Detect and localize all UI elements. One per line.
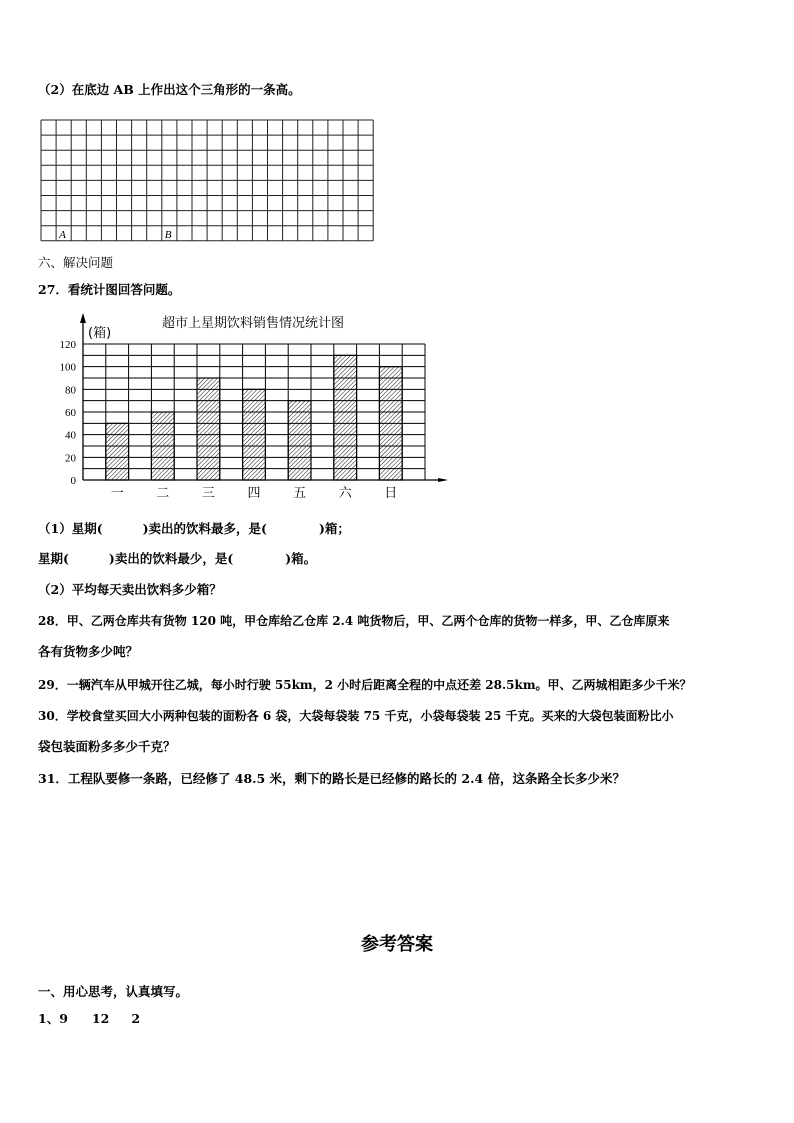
text: )箱。 [285,551,317,566]
question-27-2: （2）平均每天卖出饮料多少箱？ [38,582,222,597]
question-30-cont: 袋包装面粉多多少千克？ [38,739,176,754]
question-27: 27．看统计图回答问题。 [38,282,181,297]
answer-1 [38,1011,140,1027]
answer-value: 2 [131,1011,141,1026]
point-a-label: A [59,228,66,241]
bar [288,401,311,480]
point-b-label: B [164,228,172,241]
x-tick-label: 一 [110,486,124,501]
answer-value: 12 [91,1011,110,1026]
bar [197,378,220,480]
y-axis-arrow-icon [80,313,86,323]
question-2-sub: （2）在底边 AB 上作出这个三角形的一条高。 [38,82,301,97]
bar [334,355,357,480]
text: )卖出的饮料最少，是( [108,551,234,566]
y-tick-label: 80 [65,384,76,397]
y-tick-label: 20 [65,452,76,465]
section-heading: 六、解决问题 [38,255,114,270]
x-tick-label: 四 [247,486,261,501]
text: 星期( [38,551,69,566]
question-27-1b [38,551,316,567]
text: )卖出的饮料最多，是( [142,521,267,536]
chart-title: 超市上星期饮料销售情况统计图 [161,316,345,331]
y-tick-label: 40 [65,429,76,442]
answer-value: 1、9 [38,1011,68,1026]
question-28: 28．甲、乙两仓库共有货物 120 吨，甲仓库给乙仓库 2.4 吨货物后，甲、乙两个仓库的货物一样多，甲、乙仓库原来 [38,614,670,628]
bar [379,367,402,480]
x-tick-label: 三 [201,486,215,501]
question-28-cont: 各有货物多少吨？ [38,644,139,659]
x-tick-label: 二 [156,486,170,501]
bar [151,412,174,480]
bar-chart [40,305,460,505]
y-axis-label: (箱) [88,326,112,341]
question-31: 31．工程队要修一条路，已经修了 48.5 米，剩下的路长是已经修的路长的 2.4 倍，这条路全长多少米？ [38,771,625,786]
bar [243,389,266,480]
y-tick-label: 0 [70,475,76,487]
drawing-grid [40,119,374,242]
x-tick-label: 六 [338,486,352,501]
question-30: 30．学校食堂买回大小两种包装的面粉各 6 袋，大袋每袋装 75 千克，小袋每袋装 25 千克。买来的大袋包装面粉比小 [38,709,674,723]
question-27-1a [38,521,350,537]
x-axis-arrow-icon [438,478,448,482]
bar [106,423,129,480]
y-tick-label: 120 [59,339,76,351]
question-29: 29．一辆汽车从甲城开往乙城，每小时行驶 55km，2 小时后距离全程的中点还差 28.5km。甲、乙两城相距多少千米？ [38,678,692,692]
answer-section-1: 一、用心思考，认真填写。 [38,984,189,999]
y-tick-label: 60 [65,407,76,419]
answer-title: 参考答案 [361,934,433,955]
text: （1）星期( [38,521,103,536]
y-tick-label: 100 [59,361,76,374]
text: )箱； [318,521,350,536]
x-tick-label: 日 [384,486,398,501]
x-tick-label: 五 [293,486,307,501]
